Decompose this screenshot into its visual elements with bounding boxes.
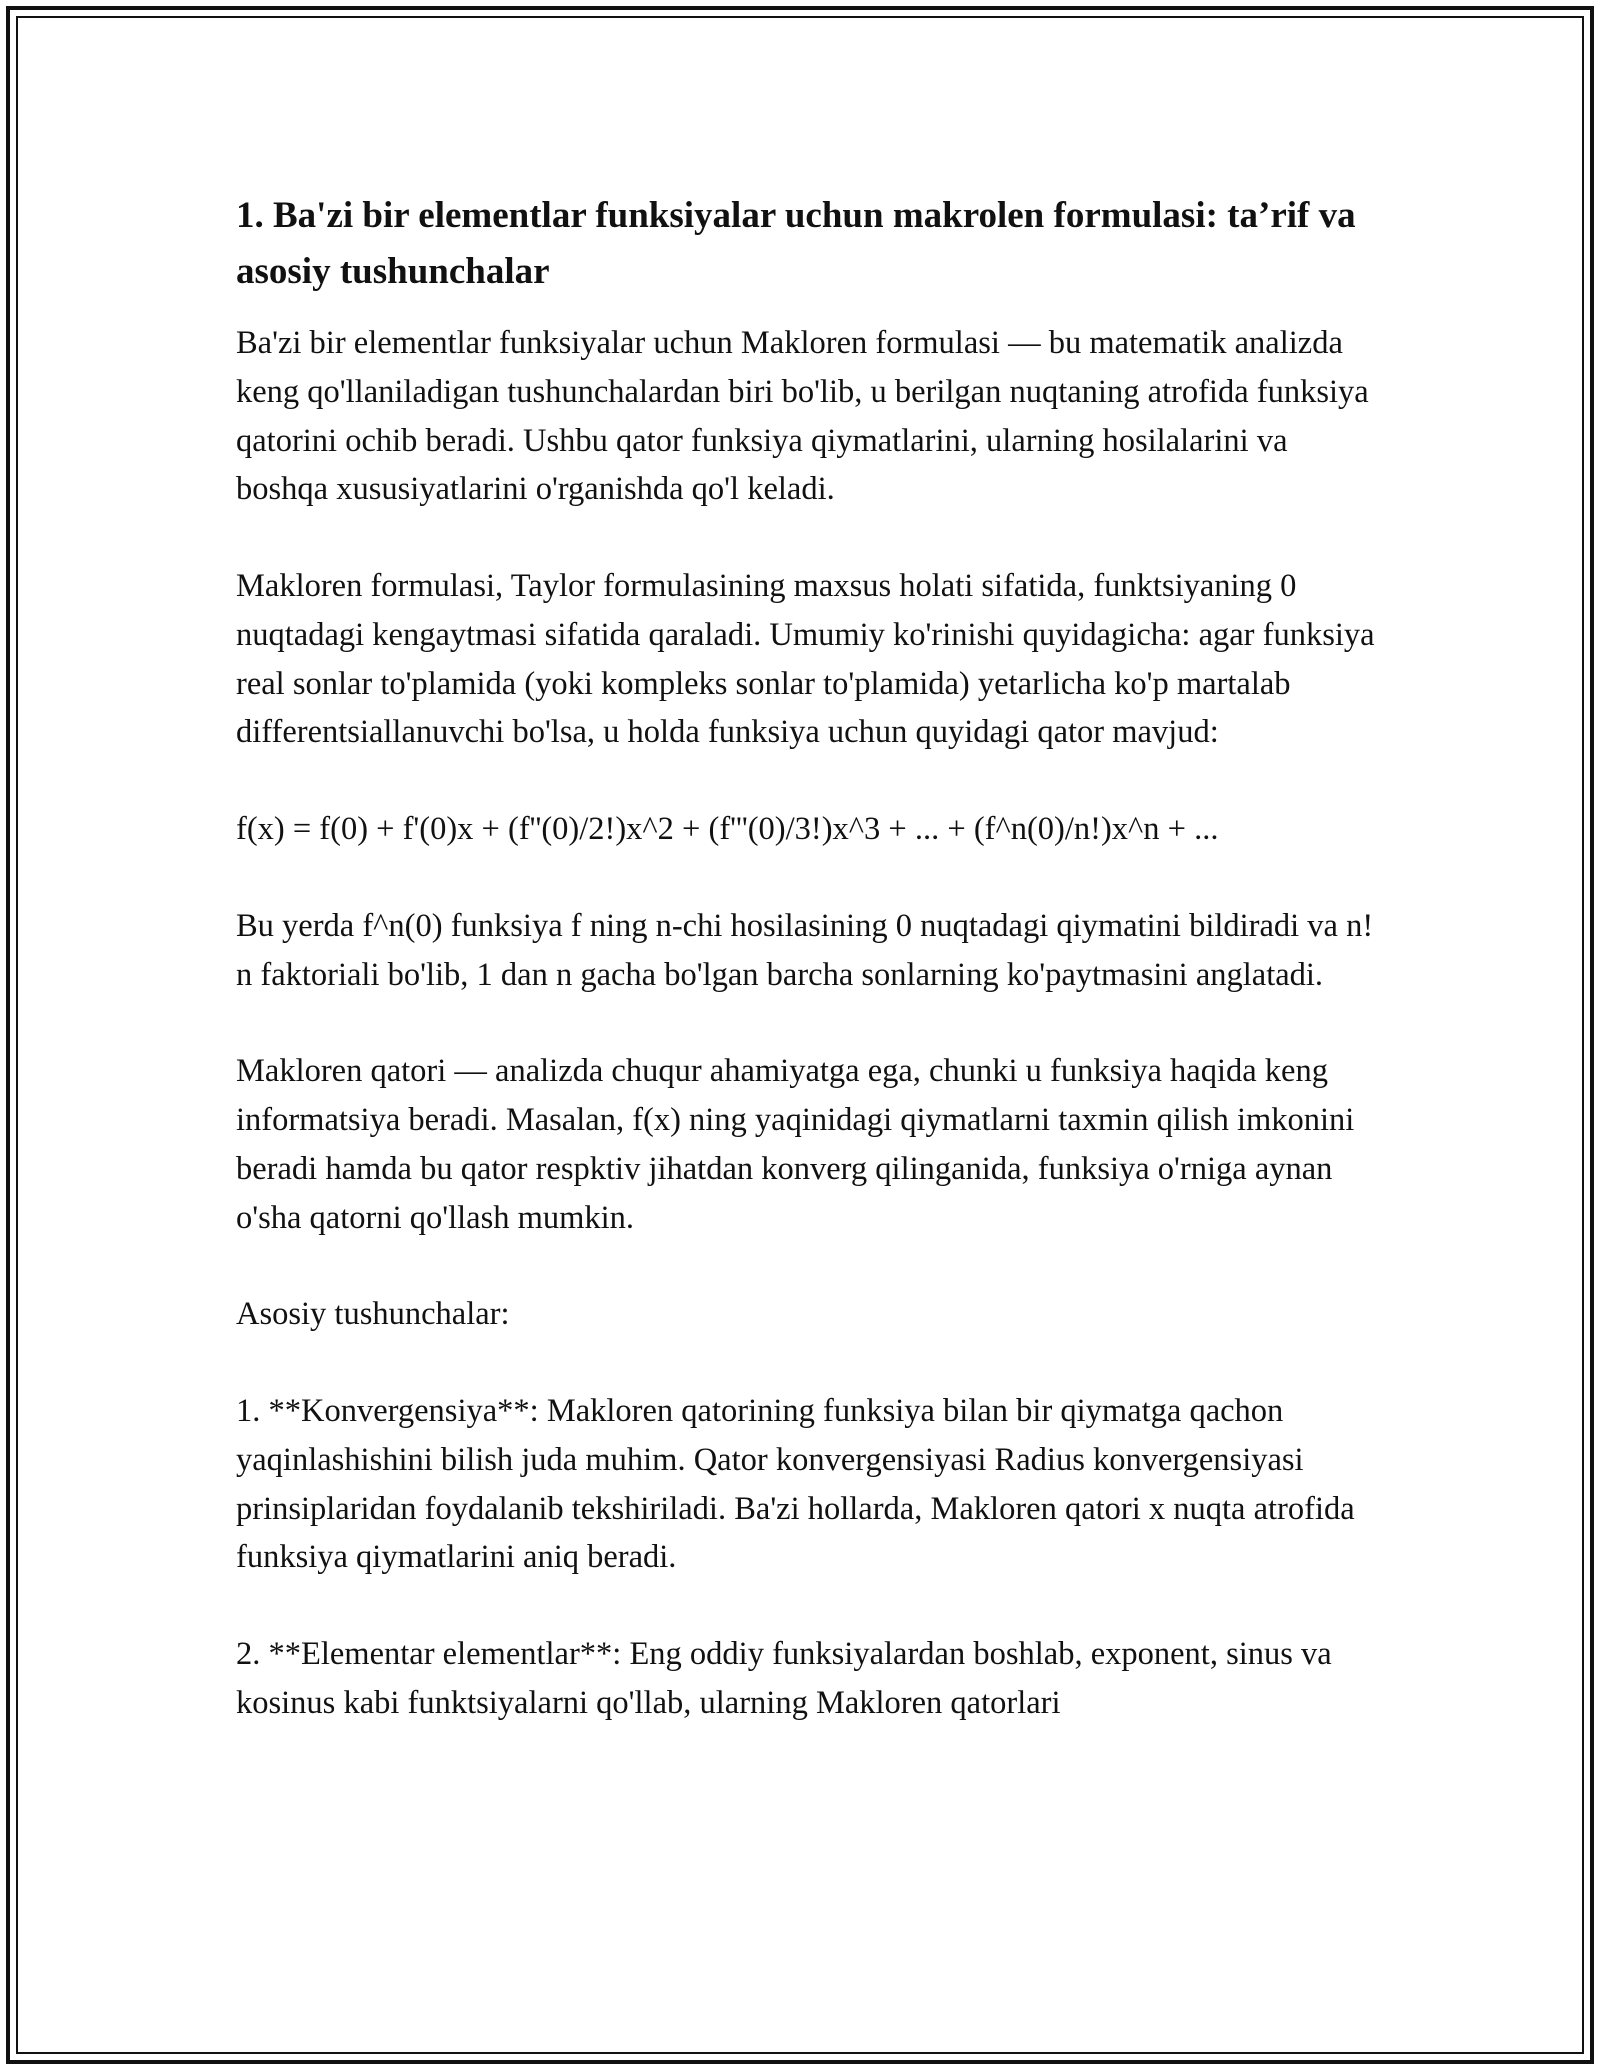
concepts-heading: Asosiy tushunchalar: bbox=[236, 1296, 510, 1333]
maclaurin-formula: f(x) = f(0) + f'(0)x + (f''(0)/2!)x^2 + (f'''(0)/3!)x^3 + ... + (f^n(0)/n!)x^n + ... bbox=[236, 811, 1219, 847]
section-title: 1. Ba'zi bir elementlar funksiyalar uchun makrolen formulasi: ta’rif va asosiy tushunchalar bbox=[236, 195, 1356, 292]
document-page bbox=[236, 188, 1376, 1776]
importance-paragraph: Makloren qatori — analizda chuqur ahamiyatga ega, chunki u funksiya haqida keng informatsiya beradi. Masalan, f(x) ning yaqinidagi qiymatlarni taxmin qilish imkonini beradi hamda bu qator respktiv jihatdan konverg qilinganida, funksiya o'rniga aynan o'sha qatorni qo'llash mumkin. bbox=[236, 1053, 1355, 1236]
intro-paragraph: Ba'zi bir elementlar funksiyalar uchun Makloren formulasi — bu matematik analizda keng qo'llaniladigan tushunchalardan biri bo'lib, u berilgan nuqtaning atrofida funksiya qatorini ochib beradi. Ushbu qator funksiya qiymatlarini, ularning hosilalarini va boshqa xususiyatlarini o'rganishda qo'l keladi. bbox=[236, 325, 1369, 508]
taylor-paragraph: Makloren formulasi, Taylor formulasining maxsus holati sifatida, funktsiyaning 0 nuqtadagi kengaytmasi sifatida qaraladi. Umumiy ko'rinishi quyidagicha: agar funksiya real sonlar to'plamida (yoki kompleks sonlar to'plamida) yetarlicha ko'p martalab differentsiallanuvchi bo'lsa, u holda funksiya uchun quyidagi qator mavjud: bbox=[236, 568, 1375, 751]
concept-item-convergence: 1. **Konvergensiya**: Makloren qatorining funksiya bilan bir qiymatga qachon yaqinlashishini bilish juda muhim. Qator konvergensiyasi Radius konvergensiyasi prinsiplaridan foydalanib tekshiriladi. Ba'zi hollarda, Makloren qatori x nuqta atrofida funksiya qiymatlarini aniq beradi. bbox=[236, 1393, 1355, 1576]
notation-paragraph: Bu yerda f^n(0) funksiya f ning n-chi hosilasining 0 nuqtadagi qiymatini bildiradi va n! n faktoriali bo'lib, 1 dan n gacha bo'lgan barcha sonlarning ko'paytmasini anglatadi. bbox=[236, 907, 1374, 993]
document-body bbox=[236, 319, 1376, 1728]
concept-item-elementary: 2. **Elementar elementlar**: Eng oddiy funksiyalardan boshlab, exponent, sinus va kosinus kabi funktsiyalarni qo'llab, ularning Makloren qatorlari bbox=[236, 1636, 1332, 1721]
